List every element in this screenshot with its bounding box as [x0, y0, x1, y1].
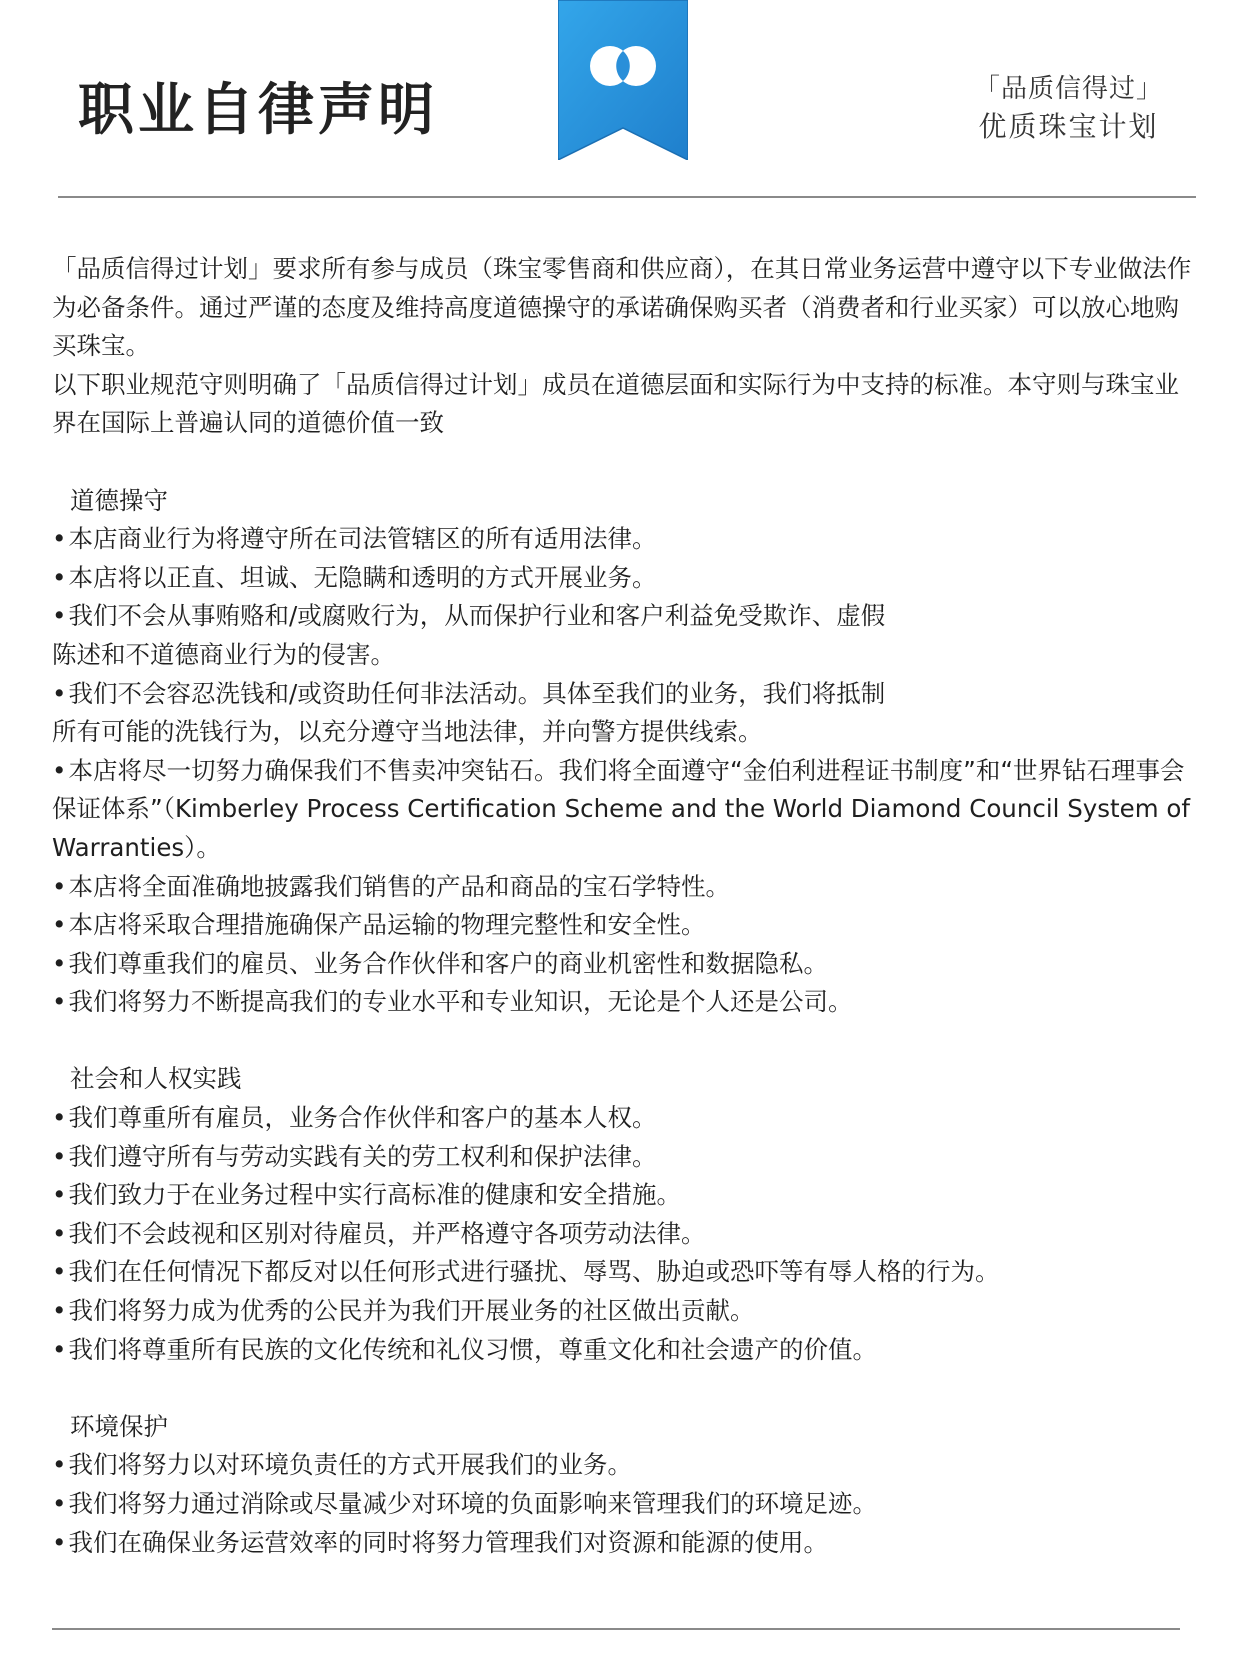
list-item: •本店商业行为将遵守所在司法管辖区的所有适用法律。 [52, 524, 657, 554]
program-name [974, 70, 1163, 146]
list-item: •本店将以正直、坦诚、无隐瞒和透明的方式开展业务。 [52, 562, 657, 592]
section-heading-environment: 环境保护 [70, 1411, 168, 1441]
list-item: •我们不会歧视和区别对待雇员，并严格遵守各项劳动法律。 [52, 1218, 706, 1248]
list-item: •我们不会从事贿赂和/或腐败行为，从而保护行业和客户利益免受欺诈、虚假陈述和不道德商业行为的侵害。 [52, 601, 886, 669]
section-heading-social: 社会和人权实践 [70, 1064, 242, 1094]
list-item: •我们致力于在业务过程中实行高标准的健康和安全措施。 [52, 1180, 681, 1210]
list-item: •我们遵守所有与劳动实践有关的劳工权利和保护法律。 [52, 1141, 657, 1171]
list-item: •我们在确保业务运营效率的同时将努力管理我们对资源和能源的使用。 [52, 1527, 828, 1557]
intro-paragraph: 以下职业规范守则明确了「品质信得过计划」成员在道德层面和实际行为中支持的标准。本守则与珠宝业界在国际上普遍认同的道德价值一致 [52, 369, 1179, 438]
list-item: •我们尊重所有雇员，业务合作伙伴和客户的基本人权。 [52, 1103, 657, 1133]
list-item: •我们在任何情况下都反对以任何形式进行骚扰、辱骂、胁迫或恐吓等有辱人格的行为。 [52, 1257, 1000, 1287]
list-item: •我们尊重我们的雇员、业务合作伙伴和客户的商业机密性和数据隐私。 [52, 948, 828, 978]
header-divider [58, 196, 1196, 198]
list-item: •我们将努力成为优秀的公民并为我们开展业务的社区做出贡献。 [52, 1296, 755, 1326]
declaration-body [52, 250, 1197, 1562]
social-list [52, 1099, 1197, 1369]
list-item: •我们将努力不断提高我们的专业水平和专业知识，无论是个人还是公司。 [52, 987, 853, 1017]
list-item: •本店将采取合理措施确保产品运输的物理完整性和安全性。 [52, 910, 706, 940]
list-item: •本店将全面准确地披露我们销售的产品和商品的宝石学特性。 [52, 871, 730, 901]
footer-divider [52, 1628, 1180, 1630]
list-item: •我们将尊重所有民族的文化传统和礼仪习惯，尊重文化和社会遗产的价值。 [52, 1334, 877, 1364]
list-item: •本店将尽一切努力确保我们不售卖冲突钻石。我们将全面遵守“金伯利进程证书制度”和“世界钻石理事会保证体系”（Kimberley Process Certification Scheme and the World Diamond Council System of Warranties）。 [52, 755, 1190, 862]
page-title: 职业自律声明 [78, 78, 438, 143]
bookmark-ribbon-logo [558, 0, 688, 160]
program-line-2: 优质珠宝计划 [978, 110, 1159, 143]
section-heading-ethics: 道德操守 [70, 485, 168, 515]
list-item: •我们不会容忍洗钱和/或资助任何非法活动。具体至我们的业务，我们将抵制所有可能的洗钱行为，以充分遵守当地法律，并向警方提供线索。 [52, 678, 886, 747]
program-line-1: 「品质信得过」 [973, 74, 1163, 104]
ethics-list [52, 520, 1197, 1022]
environment-list [52, 1446, 1197, 1562]
intro-paragraph: 「品质信得过计划」要求所有参与成员（珠宝零售商和供应商），在其日常业务运营中遵守以下专业做法作为必备条件。通过严谨的态度及维持高度道德操守的承诺确保购买者（消费者和行业买家）可以放心地购买珠宝。 [52, 254, 1192, 361]
list-item: •我们将努力通过消除或尽量减少对环境的负面影响来管理我们的环境足迹。 [52, 1489, 877, 1518]
list-item: •我们将努力以对环境负责任的方式开展我们的业务。 [52, 1450, 632, 1480]
